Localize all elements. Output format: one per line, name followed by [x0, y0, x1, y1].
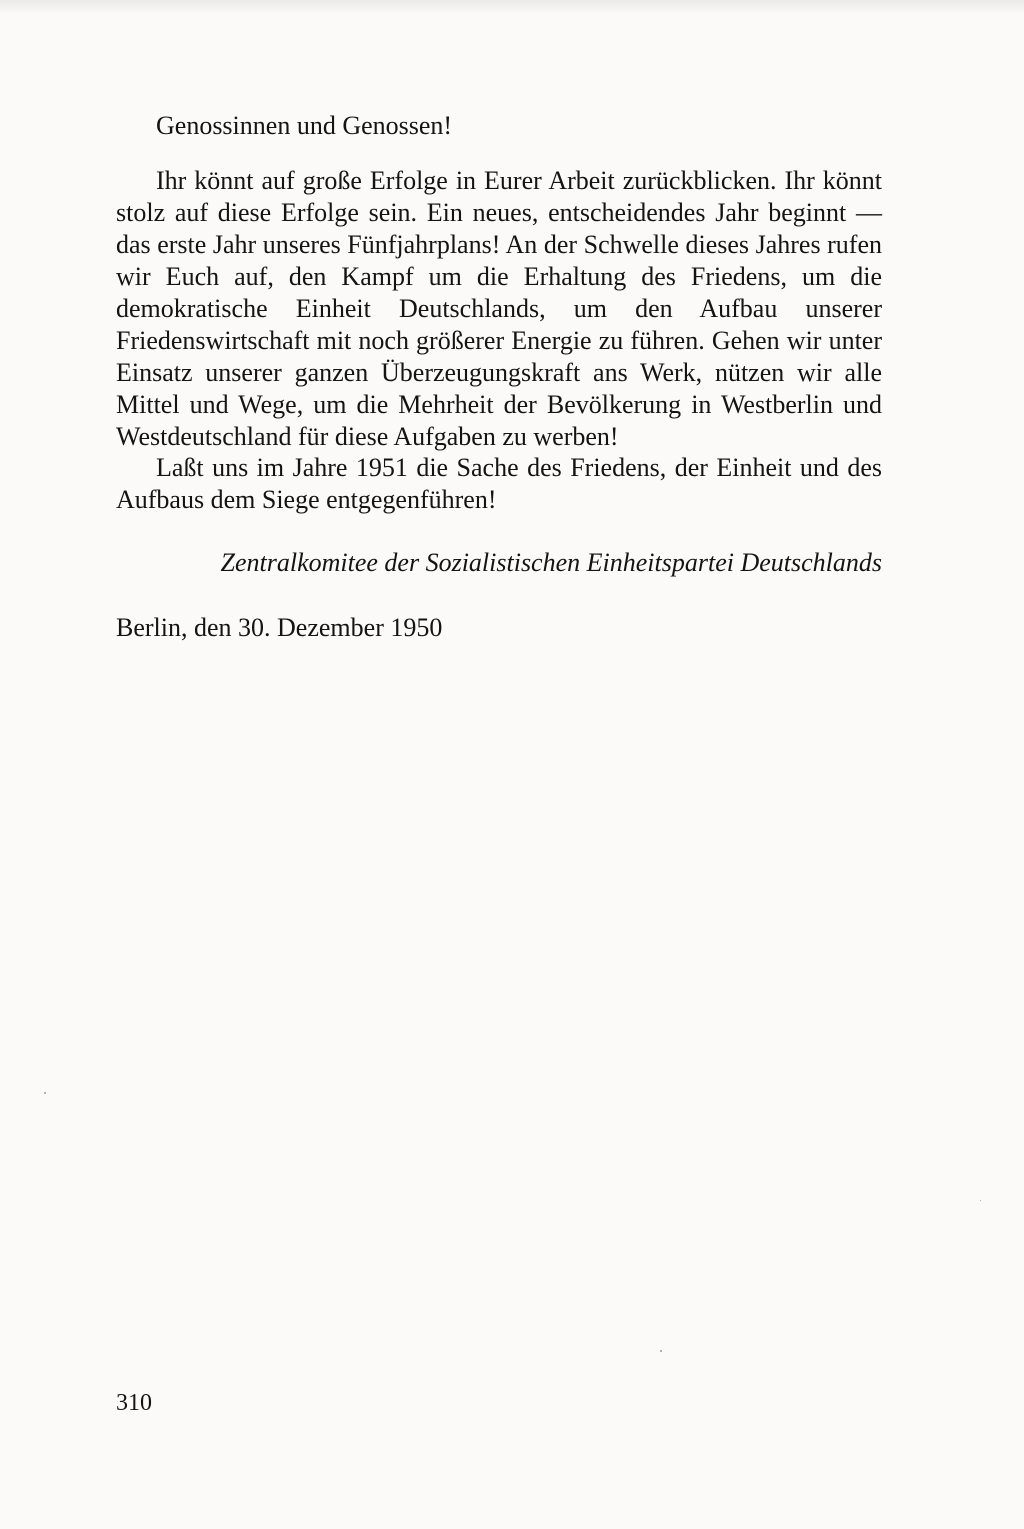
page-top-edge	[0, 0, 1024, 14]
signature-line: Zentralkomitee der Sozialistischen Einheitspartei Deutschlands	[220, 548, 882, 577]
paper-speck	[980, 1200, 981, 1201]
page-number: 310	[116, 1390, 152, 1416]
paper-speck	[660, 1350, 662, 1352]
salutation: Genossinnen und Genossen!	[156, 111, 453, 140]
paper-speck	[44, 1092, 46, 1094]
dateline: Berlin, den 30. Dezember 1950	[116, 613, 443, 642]
body-paragraph-2: Laßt uns im Jahre 1951 die Sache des Friedens, der Einheit und des Aufbaus dem Siege entgegenführen!	[116, 453, 882, 514]
body-paragraph-1: Ihr könnt auf große Erfolge in Eurer Arbeit zurückblicken. Ihr könnt stolz auf diese Erfolge sein. Ein neues, entscheidendes Jahr beginnt — das erste Jahr unseres Fünfjahrplans! An der Schwelle dieses Jahres rufen wir Euch auf, den Kampf um die Erhaltung des Friedens, um die demokratische Einheit Deutschlands, um den Aufbau unserer Friedenswirtschaft mit noch größerer Energie zu führen. Gehen wir unter Einsatz unserer ganzen Überzeugungskraft ans Werk, nützen wir alle Mittel und Wege, um die Mehrheit der Bevölkerung in Westberlin und Westdeutschland für diese Aufgaben zu werben!	[116, 166, 882, 451]
